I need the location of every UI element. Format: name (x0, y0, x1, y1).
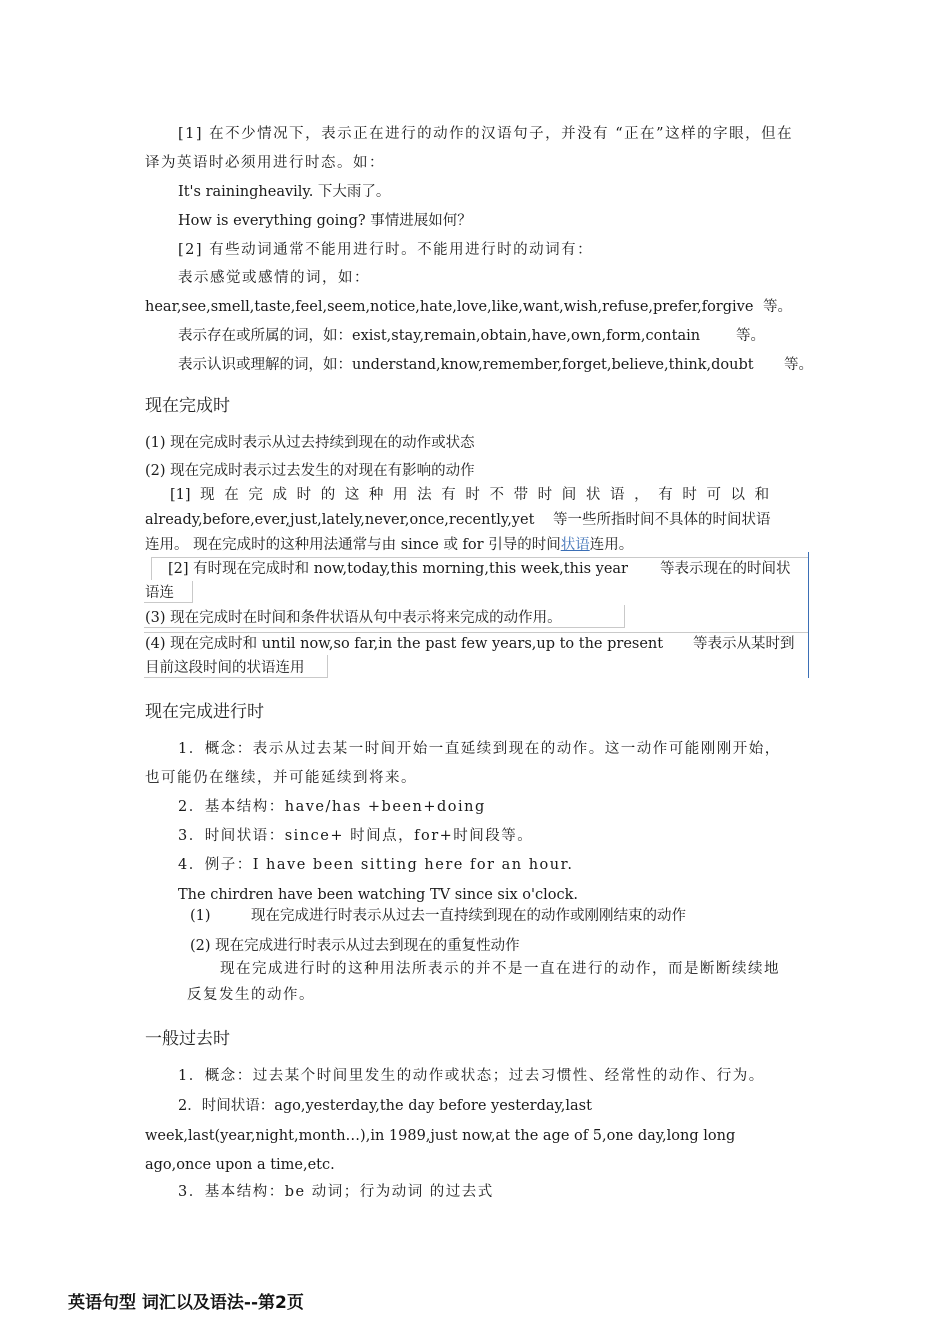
note-line: 等一些所指时间不具体的时间状语 (553, 512, 771, 528)
para-line: week,last(year,night,month…),in 1989,just now,at the age of 5,one day,long long (145, 1128, 736, 1144)
page-footer: 英语句型 词汇以及语法--第2页 (68, 1293, 304, 1313)
note-line: already,before,ever,just,lately,never,once,recently,yet (145, 512, 535, 528)
list-item: (1) (190, 908, 211, 924)
para-line: 译为英语时必须用进行时态。如： (145, 155, 385, 171)
para-line: [1] 在不少情况下，表示正在进行的动作的汉语句子，并没有 “正在”这样的字眼，但在 (178, 126, 794, 142)
para-line: 表示感觉或感情的词，如： (178, 270, 370, 286)
para-line: ago,once upon a time,etc. (145, 1157, 335, 1173)
adverbial-link[interactable]: 状语 (560, 537, 590, 553)
para-line: 3．时间状语：since+ 时间点，for+时间段等。 (178, 828, 534, 844)
list-item: (1) 现在完成时表示从过去持续到现在的动作或状态 (145, 435, 475, 451)
para-line: 2．基本结构：have/has +been+doing (178, 799, 486, 815)
list-item: (4) 现在完成时和 until now,so far,in the past few years,up to the present (145, 636, 664, 652)
para-line: 也可能仍在继续，并可能延续到将来。 (145, 770, 417, 786)
list-item: (3) 现在完成时在时间和条件状语从句中表示将来完成的动作用。 (145, 610, 562, 626)
section-heading: 现在完成时 (145, 396, 230, 416)
verb-list-end: 等。 (763, 299, 792, 315)
example-line: It's rainingheavily. 下大雨了。 (178, 184, 391, 200)
verb-list: 表示认识或理解的词，如：understand,know,remember,forget,believe,think,doubt (178, 357, 754, 373)
note-line: 等表示现在的时间状 (660, 561, 791, 577)
para-line: 1．概念：表示从过去某一时间开始一直延续到现在的动作。这一动作可能刚刚开始， (178, 741, 781, 757)
note-text: 连用。 (589, 537, 634, 553)
section-heading: 一般过去时 (145, 1029, 230, 1049)
example-line: The chirdren have been watching TV since six o'clock. (178, 887, 579, 903)
note-text: 连用。 现在完成时的这种用法通常与由 since 或 for 引导的时间 (145, 537, 561, 553)
list-item: 目前这段时间的状语连用 (145, 660, 305, 676)
para-line: [2] 有些动词通常不能用进行时。不能用进行时的动词有： (178, 242, 594, 258)
note-line: [2] 有时现在完成时和 now,today,this morning,this week,this year (168, 561, 628, 577)
para-line: 反复发生的动作。 (187, 987, 315, 1003)
para-line: 4．例子：I have been sitting here for an hour. (178, 857, 574, 873)
note-line (145, 535, 633, 555)
change-bar (808, 552, 809, 678)
para-line: 1．概念：过去某个时间里发生的动作或状态；过去习惯性、经常性的动作、行为。 (178, 1068, 765, 1084)
note-line: [1] 现 在 完 成 时 的 这 种 用 法 有 时 不 带 时 间 状 语 ， 有 时 可 以 和 (170, 487, 770, 503)
list-item: (2) 现在完成时表示过去发生的对现在有影响的动作 (145, 463, 475, 479)
list-item: 等表示从某时到 (693, 636, 795, 652)
verb-list-end: 等。 (784, 357, 813, 373)
verb-list: hear,see,smell,taste,feel,seem,notice,hate,love,like,want,wish,refuse,prefer,forgive (145, 299, 754, 315)
para-line: 现在完成进行时的这种用法所表示的并不是一直在进行的动作，而是断断续续地 (220, 961, 780, 977)
list-item: (2) 现在完成进行时表示从过去到现在的重复性动作 (190, 938, 520, 954)
verb-list-end: 等。 (736, 328, 765, 344)
section-heading: 现在完成进行时 (145, 702, 264, 722)
example-line: How is everything going? 事情进展如何？ (178, 213, 472, 229)
para-line: 2．时间状语：ago,yesterday,the day before yesterday,last (178, 1098, 592, 1114)
para-line: 3．基本结构：be 动词；行为动词 的过去式 (178, 1184, 494, 1200)
list-item: 现在完成进行时表示从过去一直持续到现在的动作或刚刚结束的动作 (251, 908, 686, 924)
verb-list: 表示存在或所属的词，如：exist,stay,remain,obtain,have,own,form,contain (178, 328, 701, 344)
note-line: 语连 (145, 585, 174, 601)
